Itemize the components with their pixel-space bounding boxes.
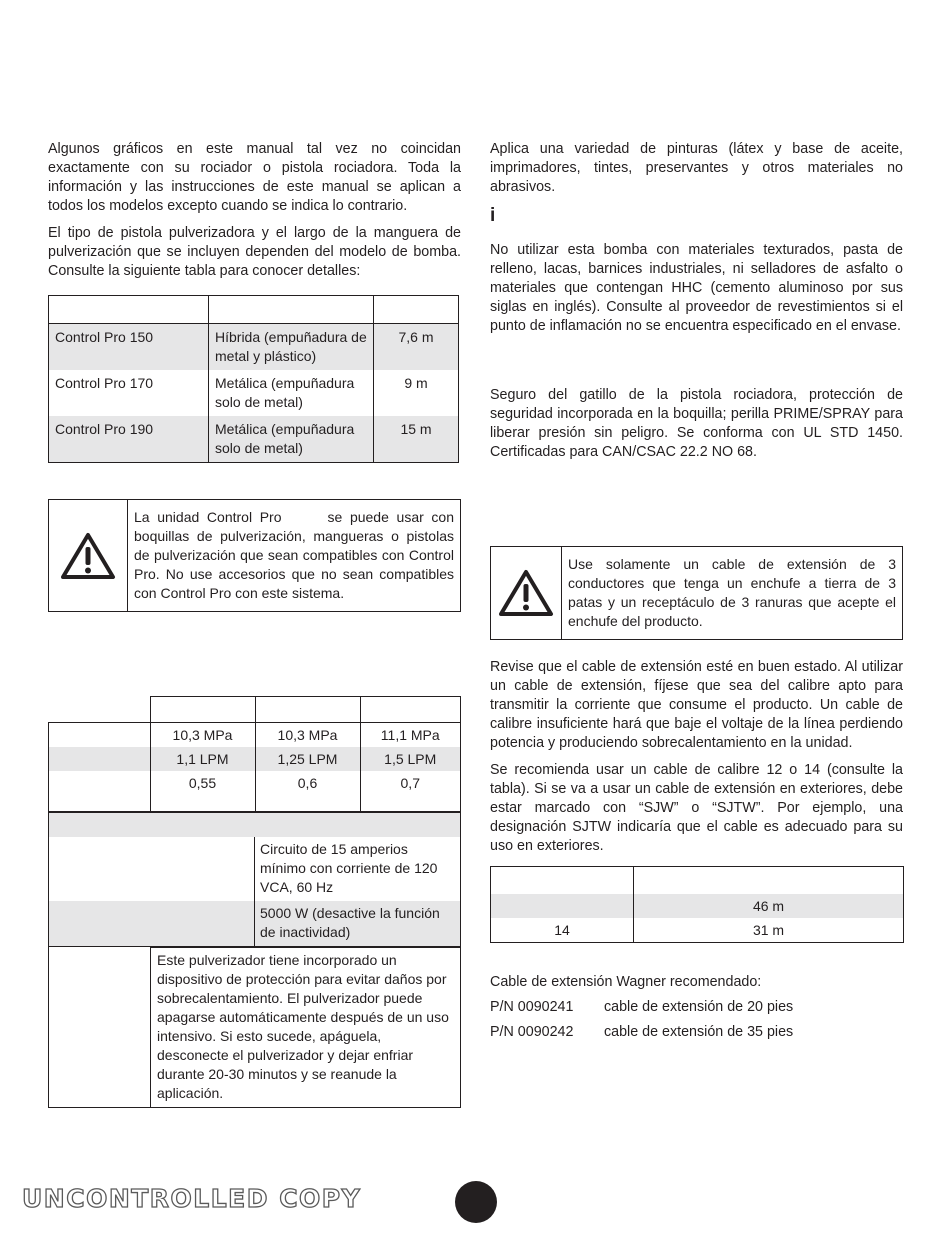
part-description: cable de extensión de 20 pies xyxy=(604,999,794,1015)
gun-hose-paragraph: El tipo de pistola pulverizadora y el largo de la manguera de pulverización que se incluyen dependen del modelo de bomba. Consulte la siguiente tabla para conocer detalles: xyxy=(48,225,461,279)
pump-model-table xyxy=(48,295,459,463)
pressure-cell: 11,1 MPa xyxy=(360,722,461,747)
table-row xyxy=(491,894,904,918)
cord-condition-paragraph: Revise que el cable de extensión esté en buen estado. Al utilizar un cable de extensión, fíjese que sea del calibre apto para transmitir la corriente que consume el producto. Un cable de calibre insuficiente hará que baje el voltaje de la línea perdiendo potencia y produciendo sobrecalentamiento en la unidad. xyxy=(490,659,903,751)
protection-table xyxy=(48,947,461,1108)
hose-cell: 9 m xyxy=(404,375,428,391)
flow-cell: 1,1 LPM xyxy=(150,747,255,771)
pump-table-header xyxy=(49,296,459,324)
warning-icon xyxy=(60,531,116,581)
table-row xyxy=(49,370,459,416)
specifications-table xyxy=(48,696,461,1108)
table-row xyxy=(49,416,459,463)
flow-cell: 1,5 LPM xyxy=(360,747,461,771)
applications-paragraph: Aplica una variedad de pinturas (látex y base de aceite, imprimadores, tintes, preservantes y otros materiales no abrasivos. xyxy=(490,141,903,195)
right-column xyxy=(490,140,903,1048)
thermal-protection-cell: Este pulverizador tiene incorporado un dispositivo de protección para evitar daños por sobrecalentamiento. El pulverizador puede apagarse automáticamente después de un uso intensivo. Si esto sucede, apáguela, desconecte el pulverizador y dejar enfriar durante 20-30 minutos y se reanude la aplicación. xyxy=(151,947,461,1107)
tip-cell: 0,7 xyxy=(360,771,461,812)
pressure-cell: 10,3 MPa xyxy=(255,722,360,747)
warning-icon xyxy=(498,568,554,618)
table-row xyxy=(49,901,461,947)
compatibility-warning-text: La unidad Control Pro se puede usar con boquillas de pulverización, mangueras o pistolas de pulverización que sean compatibles con Control Pro. No use accesorios que no sean compatibles con Control Pro con este sistema. xyxy=(134,509,454,601)
uncontrolled-copy-stamp: UNCONTROLLED COPY xyxy=(22,1184,362,1213)
safety-features-paragraph: Seguro del gatillo de la pistola rociadora, protección de seguridad incorporada en la boquilla; perilla PRIME/SPRAY para liberar presión sin peligro. Se conforma con UL STD 1450. Certificadas para CAN/CSAC 22.2 NO 68. xyxy=(490,387,903,460)
part-number: P/N 0090242 xyxy=(490,1024,574,1040)
model-cell: Control Pro 190 xyxy=(49,416,209,463)
spec-header-row xyxy=(49,697,461,723)
generator-cell: 5000 W (desactive la función de inactividad) xyxy=(255,901,461,947)
hose-cell: 7,6 m xyxy=(374,324,459,371)
model-cell: Control Pro 150 xyxy=(49,324,209,371)
gun-cell: Metálica (empuñadura solo de metal) xyxy=(209,370,374,416)
gauge-cell: 14 xyxy=(491,918,634,943)
table-row xyxy=(49,771,461,812)
pressure-cell: 10,3 MPa xyxy=(150,722,255,747)
table-row xyxy=(49,747,461,771)
gauge-cell xyxy=(491,894,634,918)
model-cell: Control Pro 170 xyxy=(49,370,209,416)
hose-cell: 15 m xyxy=(374,416,459,463)
table-row xyxy=(49,324,459,371)
part-number-row xyxy=(490,1023,903,1042)
info-icon: i xyxy=(490,205,496,226)
table-row xyxy=(49,812,461,837)
length-cell: 46 m xyxy=(634,894,904,918)
tip-cell: 0,6 xyxy=(255,771,360,812)
part-number: P/N 0090241 xyxy=(490,999,574,1015)
ext-table-header xyxy=(491,867,904,895)
table-row xyxy=(49,837,461,901)
gun-cell: Metálica (empuñadura solo de metal) xyxy=(209,416,374,463)
materials-warning-paragraph: No utilizar esta bomba con materiales texturados, pasta de relleno, lacas, barnices industriales, ni selladores de asfalto o materiales que contengan HHC (cemento aluminoso por sus siglas en inglés). Consulte al proveedor de revestimientos si el punto de inflamación no se encuentra especificado en el envase. xyxy=(490,242,903,334)
flow-cell: 1,25 LPM xyxy=(255,747,360,771)
table-row xyxy=(491,918,904,943)
compatibility-warning xyxy=(48,499,461,612)
tip-cell: 0,55 xyxy=(150,771,255,812)
intro-paragraph: Algunos gráficos en este manual tal vez no coincidan exactamente con su rociador o pistola rociadora. Toda la información y las instrucciones de este manual se aplican a todos los modelos excepto cuando se indica lo contrario. xyxy=(48,141,461,214)
table-row xyxy=(49,722,461,747)
cord-gauge-paragraph: Se recomienda usar un cable de calibre 12 o 14 (consulte la tabla). Si se va a usar un cable de extensión en exteriores, debe estar marcado con “SJW” o “SJTW”. Por ejemplo, una designación SJTW indicaría que el cable es adecuado para su uso en exteriores. xyxy=(490,762,903,854)
gun-cell: Híbrida (empuñadura de metal y plástico) xyxy=(209,324,374,371)
left-column xyxy=(48,140,461,612)
extension-cord-warning xyxy=(490,546,903,640)
page-number-dot xyxy=(455,1181,497,1223)
electrical-table xyxy=(48,812,461,947)
extension-cord-warning-text: Use solamente un cable de extensión de 3 conductores que tenga un enchufe a tierra de 3 patas y un receptáculo de 3 ranuras que acepte el enchufe del producto. xyxy=(568,556,896,629)
circuit-cell: Circuito de 15 amperios mínimo con corriente de 120 VCA, 60 Hz xyxy=(255,837,461,901)
extension-cord-table xyxy=(490,866,904,943)
table-row xyxy=(49,947,461,1107)
length-cell: 31 m xyxy=(752,922,785,938)
recommended-cord-title: Cable de extensión Wagner recomendado: xyxy=(490,974,762,990)
part-description: cable de extensión de 35 pies xyxy=(604,1024,794,1040)
part-number-row xyxy=(490,998,903,1017)
